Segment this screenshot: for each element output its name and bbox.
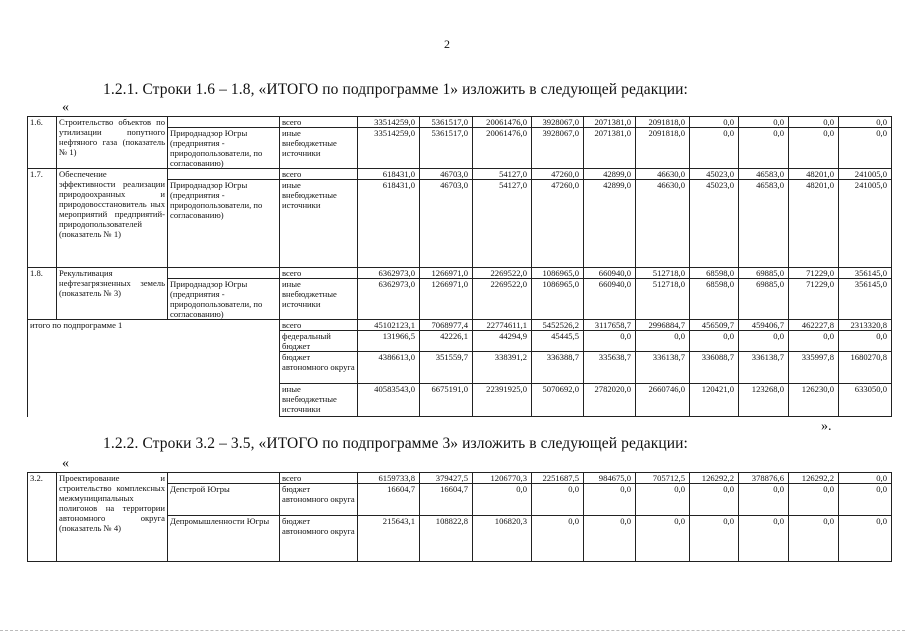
funding-source: бюджет автономного округа <box>280 352 358 384</box>
value-cell: 241005,0 <box>839 180 892 268</box>
value-cell: 4386613,0 <box>358 352 420 384</box>
value-cell: 5070692,0 <box>532 384 584 417</box>
row-number: 1.6. <box>28 117 57 169</box>
executor-cell <box>168 117 280 128</box>
measure-name: Рекультивация нефтезагрязненных земель (показатель № 3) <box>57 268 168 320</box>
value-cell: 0,0 <box>739 117 789 128</box>
value-cell: 45023,0 <box>690 180 739 268</box>
value-cell: 2660746,0 <box>636 384 690 417</box>
value-cell: 48201,0 <box>789 169 839 180</box>
value-cell: 0,0 <box>690 117 739 128</box>
section-heading-2: 1.2.2. Строки 3.2 – 3.5, «ИТОГО по подпрограмме 3» изложить в следующей редакции: <box>103 435 688 452</box>
value-cell: 20061476,0 <box>473 117 532 128</box>
value-cell: 108822,8 <box>420 516 473 562</box>
value-cell: 5452526,2 <box>532 320 584 331</box>
value-cell: 456509,7 <box>690 320 739 331</box>
value-cell: 0,0 <box>739 516 789 562</box>
value-cell: 660940,0 <box>584 268 636 279</box>
value-cell: 2996884,7 <box>636 320 690 331</box>
value-cell: 0,0 <box>473 484 532 516</box>
subprogram-1-table <box>27 116 892 417</box>
value-cell: 2091818,0 <box>636 117 690 128</box>
executor: Депромышленности Югры <box>168 516 280 562</box>
close-quote-1: ». <box>821 419 832 434</box>
funding-source: всего <box>280 117 358 128</box>
value-cell: 126292,2 <box>789 473 839 484</box>
value-cell: 984675,0 <box>584 473 636 484</box>
value-cell: 69885,0 <box>739 268 789 279</box>
funding-source: всего <box>280 169 358 180</box>
measure-name: Проектирование и строительство комплексных межмуниципальных полигонов на территории автономного округа (показатель № 4) <box>57 473 168 562</box>
value-cell: 5361517,0 <box>420 128 473 169</box>
value-cell: 71229,0 <box>789 268 839 279</box>
funding-source: иные внебюджетные источники <box>280 279 358 320</box>
value-cell: 459406,7 <box>739 320 789 331</box>
value-cell: 338391,2 <box>473 352 532 384</box>
value-cell: 660940,0 <box>584 279 636 320</box>
value-cell: 3117658,7 <box>584 320 636 331</box>
value-cell: 0,0 <box>690 516 739 562</box>
value-cell: 336088,7 <box>690 352 739 384</box>
value-cell: 2313320,8 <box>839 320 892 331</box>
value-cell: 126292,2 <box>690 473 739 484</box>
funding-source: иные внебюджетные источники <box>280 180 358 268</box>
value-cell: 123268,0 <box>739 384 789 417</box>
value-cell: 5361517,0 <box>420 117 473 128</box>
value-cell: 0,0 <box>690 128 739 169</box>
value-cell: 1266971,0 <box>420 268 473 279</box>
table-row <box>28 268 892 279</box>
value-cell: 40583543,0 <box>358 384 420 417</box>
page-number: 2 <box>444 37 450 51</box>
value-cell: 22774611,1 <box>473 320 532 331</box>
value-cell: 0,0 <box>636 516 690 562</box>
open-quote-2: « <box>62 456 69 471</box>
value-cell: 6362973,0 <box>358 268 420 279</box>
total-label: итого по подпрограмме 1 <box>28 320 280 417</box>
value-cell: 68598,0 <box>690 279 739 320</box>
value-cell: 378876,6 <box>739 473 789 484</box>
value-cell: 2269522,0 <box>473 268 532 279</box>
value-cell: 0,0 <box>839 484 892 516</box>
value-cell: 47260,0 <box>532 169 584 180</box>
value-cell: 0,0 <box>839 117 892 128</box>
row-number: 1.8. <box>28 268 57 320</box>
value-cell: 2091818,0 <box>636 128 690 169</box>
value-cell: 0,0 <box>739 484 789 516</box>
value-cell: 48201,0 <box>789 180 839 268</box>
value-cell: 42226,1 <box>420 331 473 352</box>
value-cell: 46630,0 <box>636 180 690 268</box>
value-cell: 0,0 <box>839 128 892 169</box>
total-row <box>28 320 892 331</box>
subprogram-3-table <box>27 472 892 562</box>
value-cell: 1086965,0 <box>532 268 584 279</box>
value-cell: 33514259,0 <box>358 117 420 128</box>
open-quote-1: « <box>62 100 69 115</box>
value-cell: 1266971,0 <box>420 279 473 320</box>
value-cell: 215643,1 <box>358 516 420 562</box>
value-cell: 0,0 <box>839 516 892 562</box>
section-heading-1: 1.2.1. Строки 1.6 – 1.8, «ИТОГО по подпрограмме 1» изложить в следующей редакции: <box>103 81 688 98</box>
value-cell: 0,0 <box>739 331 789 352</box>
funding-source: иные внебюджетные источники <box>280 128 358 169</box>
value-cell: 0,0 <box>789 484 839 516</box>
bottom-rule <box>0 630 905 631</box>
value-cell: 47260,0 <box>532 180 584 268</box>
value-cell: 0,0 <box>532 484 584 516</box>
value-cell: 0,0 <box>839 473 892 484</box>
value-cell: 3928067,0 <box>532 128 584 169</box>
value-cell: 54127,0 <box>473 169 532 180</box>
value-cell: 45023,0 <box>690 169 739 180</box>
value-cell: 6159733,8 <box>358 473 420 484</box>
value-cell: 0,0 <box>690 331 739 352</box>
executor: Природнадзор Югры (предприятия - природопользователи, по согласованию) <box>168 128 280 169</box>
value-cell: 0,0 <box>636 331 690 352</box>
value-cell: 356145,0 <box>839 268 892 279</box>
value-cell: 0,0 <box>789 516 839 562</box>
value-cell: 0,0 <box>584 516 636 562</box>
value-cell: 22391925,0 <box>473 384 532 417</box>
measure-name: Строительство объектов по утилизации попутного нефтяного газа (показатель № 1) <box>57 117 168 169</box>
value-cell: 46583,0 <box>739 169 789 180</box>
value-cell: 335638,7 <box>584 352 636 384</box>
executor-cell <box>168 473 280 484</box>
funding-source: всего <box>280 268 358 279</box>
value-cell: 20061476,0 <box>473 128 532 169</box>
funding-source: федеральный бюджет <box>280 331 358 352</box>
value-cell: 54127,0 <box>473 180 532 268</box>
value-cell: 0,0 <box>584 484 636 516</box>
table-row <box>28 473 892 484</box>
value-cell: 69885,0 <box>739 279 789 320</box>
value-cell: 512718,0 <box>636 279 690 320</box>
value-cell: 2251687,5 <box>532 473 584 484</box>
executor-cell <box>168 268 280 279</box>
value-cell: 462227,8 <box>789 320 839 331</box>
value-cell: 42899,0 <box>584 169 636 180</box>
executor: Депстрой Югры <box>168 484 280 516</box>
value-cell: 0,0 <box>532 516 584 562</box>
value-cell: 6362973,0 <box>358 279 420 320</box>
value-cell: 618431,0 <box>358 180 420 268</box>
funding-source: всего <box>280 320 358 331</box>
value-cell: 106820,3 <box>473 516 532 562</box>
table-row <box>28 117 892 128</box>
value-cell: 336138,7 <box>636 352 690 384</box>
value-cell: 0,0 <box>584 331 636 352</box>
value-cell: 241005,0 <box>839 169 892 180</box>
value-cell: 2071381,0 <box>584 128 636 169</box>
value-cell: 1206770,3 <box>473 473 532 484</box>
value-cell: 3928067,0 <box>532 117 584 128</box>
value-cell: 7068977,4 <box>420 320 473 331</box>
value-cell: 2269522,0 <box>473 279 532 320</box>
executor-cell <box>168 169 280 180</box>
value-cell: 336138,7 <box>739 352 789 384</box>
value-cell: 2782020,0 <box>584 384 636 417</box>
value-cell: 0,0 <box>789 128 839 169</box>
value-cell: 379427,5 <box>420 473 473 484</box>
executor: Природнадзор Югры (предприятия - природопользователи, по согласованию) <box>168 279 280 320</box>
value-cell: 1086965,0 <box>532 279 584 320</box>
value-cell: 0,0 <box>839 331 892 352</box>
value-cell: 16604,7 <box>358 484 420 516</box>
funding-source: иные внебюджетные источники <box>280 384 358 417</box>
value-cell: 6675191,0 <box>420 384 473 417</box>
value-cell: 16604,7 <box>420 484 473 516</box>
value-cell: 45445,5 <box>532 331 584 352</box>
value-cell: 0,0 <box>690 484 739 516</box>
value-cell: 131966,5 <box>358 331 420 352</box>
value-cell: 120421,0 <box>690 384 739 417</box>
value-cell: 336388,7 <box>532 352 584 384</box>
value-cell: 0,0 <box>789 331 839 352</box>
funding-source: бюджет автономного округа <box>280 484 358 516</box>
value-cell: 2071381,0 <box>584 117 636 128</box>
funding-source: бюджет автономного округа <box>280 516 358 562</box>
value-cell: 0,0 <box>789 117 839 128</box>
value-cell: 45102123,1 <box>358 320 420 331</box>
row-number: 3.2. <box>28 473 57 562</box>
value-cell: 71229,0 <box>789 279 839 320</box>
funding-source: всего <box>280 473 358 484</box>
executor: Природнадзор Югры (предприятия - природопользователи, по согласованию) <box>168 180 280 268</box>
table-row <box>28 169 892 180</box>
value-cell: 0,0 <box>636 484 690 516</box>
value-cell: 44294,9 <box>473 331 532 352</box>
value-cell: 46630,0 <box>636 169 690 180</box>
value-cell: 633050,0 <box>839 384 892 417</box>
value-cell: 618431,0 <box>358 169 420 180</box>
value-cell: 705712,5 <box>636 473 690 484</box>
row-number: 1.7. <box>28 169 57 268</box>
value-cell: 68598,0 <box>690 268 739 279</box>
value-cell: 42899,0 <box>584 180 636 268</box>
value-cell: 1680270,8 <box>839 352 892 384</box>
value-cell: 126230,0 <box>789 384 839 417</box>
value-cell: 351559,7 <box>420 352 473 384</box>
value-cell: 512718,0 <box>636 268 690 279</box>
value-cell: 33514259,0 <box>358 128 420 169</box>
value-cell: 0,0 <box>739 128 789 169</box>
value-cell: 46583,0 <box>739 180 789 268</box>
value-cell: 335997,8 <box>789 352 839 384</box>
value-cell: 46703,0 <box>420 169 473 180</box>
value-cell: 46703,0 <box>420 180 473 268</box>
measure-name: Обеспечение эффективности реализации природоохранных и природовосстановитель ных мероприятий предприятий-природопользователей (показатель № 1) <box>57 169 168 268</box>
value-cell: 356145,0 <box>839 279 892 320</box>
